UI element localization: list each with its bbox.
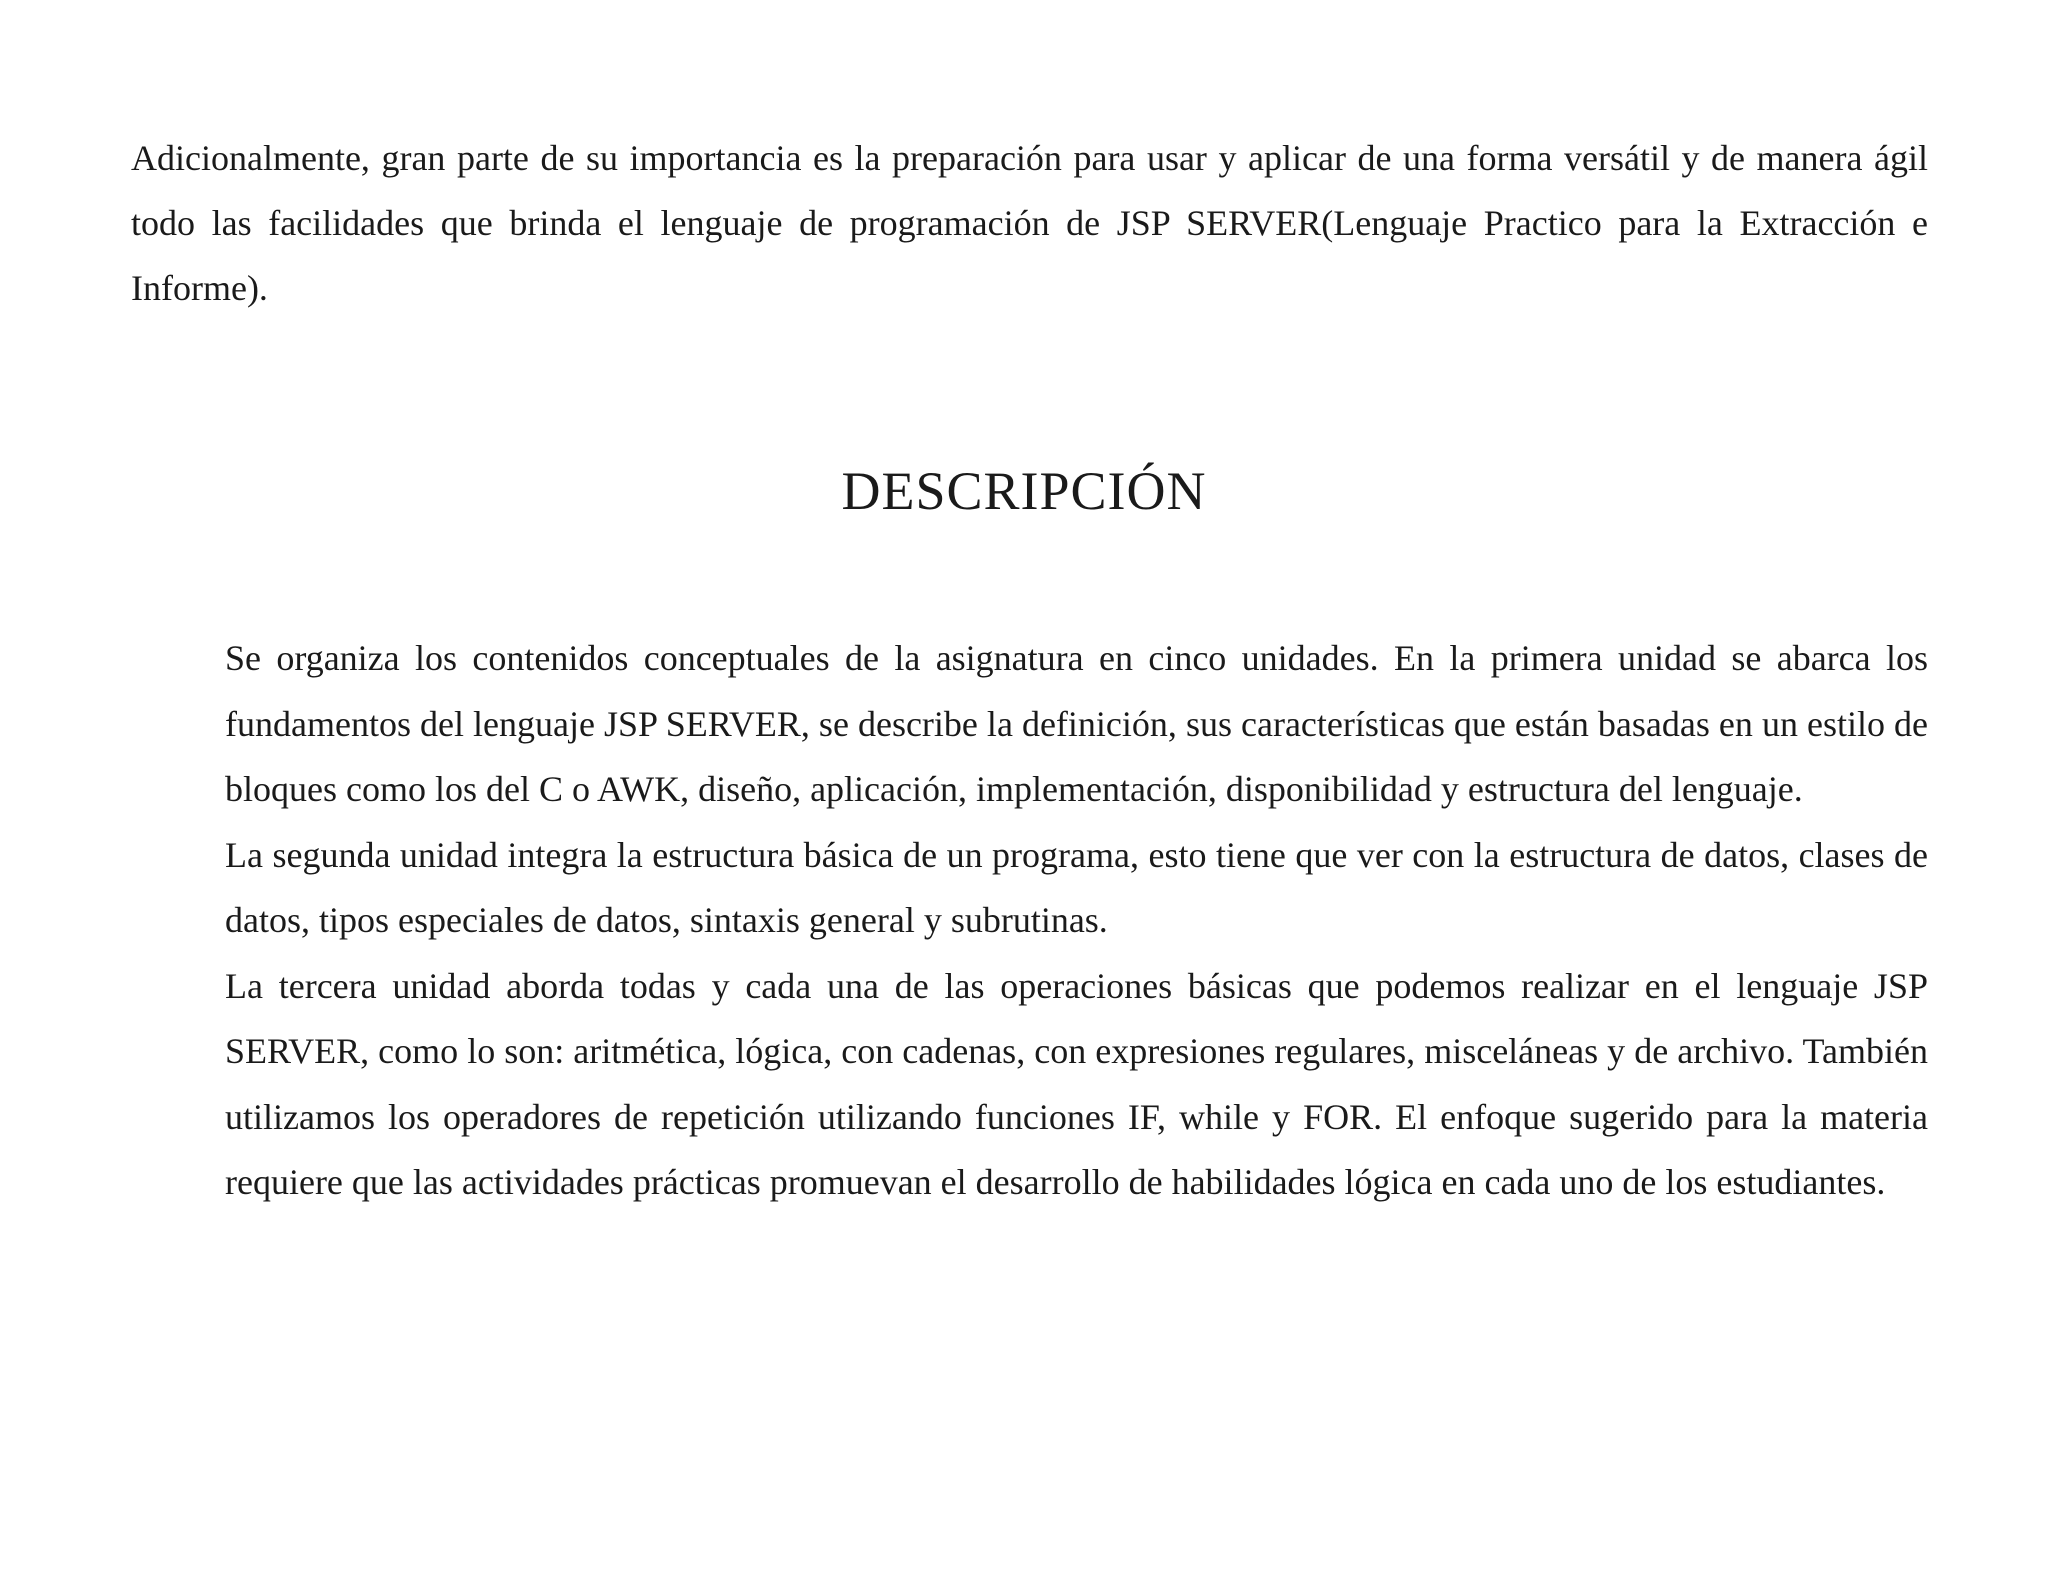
description-body — [225, 626, 1928, 1216]
intro-paragraph: Adicionalmente, gran parte de su importancia es la preparación para usar y aplicar de una forma versátil y de manera ágil todo las facilidades que brinda el lenguaje de programación de JSP SERVER(Lenguaje Practico para la Extracción e Informe). — [131, 138, 1928, 308]
section-heading: DESCRIPCIÓN — [841, 461, 1207, 521]
paragraph-third-unit: La tercera unidad aborda todas y cada una de las operaciones básicas que podemos realizar en el lenguaje JSP SERVER, como lo son: aritmética, lógica, con cadenas, con expresiones regulares, misceláneas y de archivo. También utilizamos los operadores de repetición utilizando funciones IF, while y FOR. El enfoque sugerido para la materia requiere que las actividades prácticas promuevan el desarrollo de habilidades lógica en cada uno de los estudiantes. — [225, 965, 1928, 1202]
paragraph-second-unit: La segunda unidad integra la estructura básica de un programa, esto tiene que ver con la estructura de datos, clases de datos, tipos especiales de datos, sintaxis general y subrutinas. — [225, 834, 1928, 940]
paragraph-units-overview: Se organiza los contenidos conceptuales de la asignatura en cinco unidades. En la primera unidad se abarca los fundamentos del lenguaje JSP SERVER, se describe la definición, sus características que están basadas en un estilo de bloques como los del C o AWK, diseño, aplicación, implementación, disponibilidad y estructura del lenguaje. — [225, 638, 1928, 809]
